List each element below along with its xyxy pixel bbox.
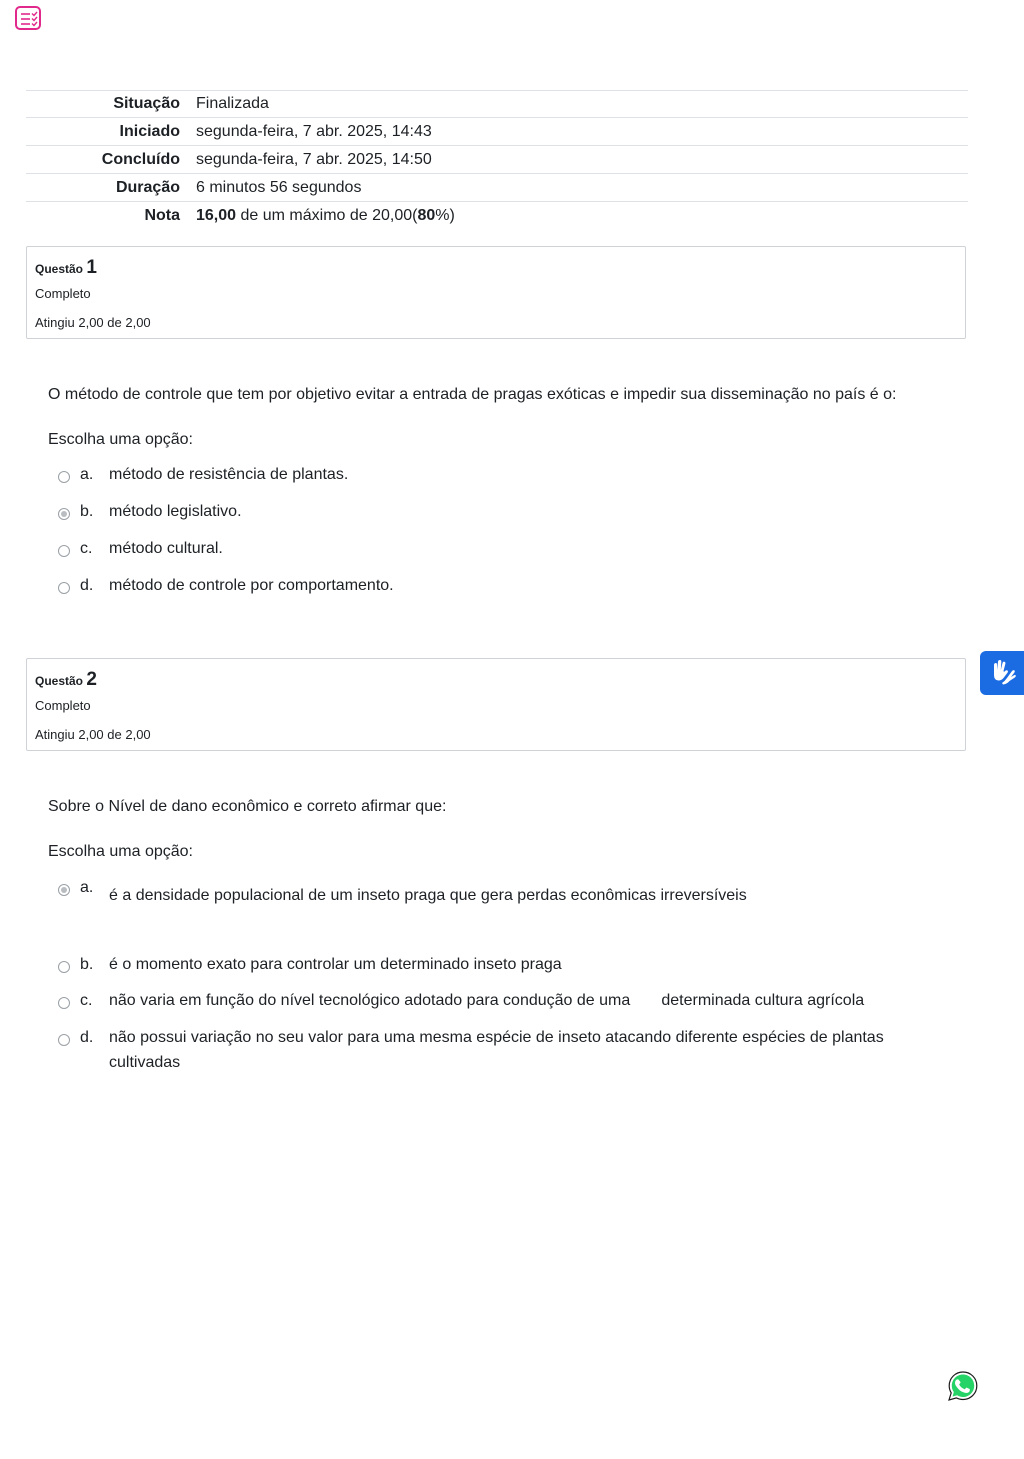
summary-value: segunda-feira, 7 abr. 2025, 14:50 (196, 150, 432, 168)
summary-row-started (26, 118, 968, 146)
radio-button[interactable] (58, 545, 70, 557)
answer-text: método de resistência de plantas. (109, 466, 349, 483)
answer-letter: a. (80, 466, 94, 483)
answer-letter: c. (80, 540, 93, 557)
radio-button[interactable] (58, 997, 70, 1009)
summary-grade-value (196, 202, 968, 230)
question-state: Completo (35, 698, 91, 713)
grade-middle: de um máximo de 20,00( (236, 206, 418, 224)
summary-value: 6 minutos 56 segundos (196, 178, 362, 196)
question-label: Questão (35, 674, 84, 688)
question-2-prompt: Escolha uma opção: (48, 843, 193, 860)
question-2-text: Sobre o Nível de dano econômico e correto afirmar que: (48, 798, 447, 815)
question-number (35, 257, 957, 279)
answer-text: não varia em função do nível tecnológico adotado para condução de uma determinada cultura agrícola (109, 992, 865, 1009)
radio-button-selected[interactable] (58, 508, 70, 520)
answer-text: método legislativo. (109, 503, 242, 520)
sign-language-icon (988, 659, 1016, 687)
radio-button[interactable] (58, 582, 70, 594)
summary-row-duration (26, 174, 968, 202)
answer-text: método de controle por comportamento. (109, 577, 394, 594)
summary-label: Nota (144, 206, 180, 224)
radio-button[interactable] (58, 471, 70, 483)
question-number-value: 2 (86, 669, 97, 690)
radio-button[interactable] (58, 961, 70, 973)
question-state: Completo (35, 286, 91, 301)
question-1-info (26, 246, 966, 339)
answer-text: é o momento exato para controlar um determinado inseto praga (109, 956, 562, 973)
question-label: Questão (35, 262, 84, 276)
radio-button-selected[interactable] (58, 884, 70, 896)
question-number (35, 669, 957, 691)
answer-letter: b. (80, 503, 94, 520)
question-2-info (26, 658, 966, 751)
whatsapp-chat-button[interactable] (947, 1370, 979, 1402)
summary-label: Situação (113, 95, 180, 112)
answer-letter: d. (80, 577, 94, 594)
answer-text: é a densidade populacional de um inseto praga que gera perdas econômicas irreversíveis (109, 887, 747, 904)
summary-value: Finalizada (196, 95, 269, 112)
summary-row-completed (26, 146, 968, 174)
question-1-text: O método de controle que tem por objetivo evitar a entrada de pragas exóticas e impedir sua disseminação no país é o: (48, 386, 897, 403)
answer-letter: d. (80, 1029, 94, 1046)
summary-label: Iniciado (119, 122, 180, 140)
question-grade: Atingiu 2,00 de 2,00 (35, 315, 151, 330)
summary-label: Duração (115, 178, 180, 196)
quiz-navigation-icon[interactable] (15, 6, 41, 30)
whatsapp-icon (947, 1370, 979, 1402)
question-1-prompt: Escolha uma opção: (48, 431, 193, 448)
question-grade: Atingiu 2,00 de 2,00 (35, 727, 151, 742)
summary-row-status (26, 91, 968, 118)
summary-row-grade (26, 202, 968, 230)
grade-suffix: %) (435, 206, 455, 224)
attempt-summary-table (26, 90, 968, 229)
vlibras-accessibility-button[interactable] (980, 651, 1024, 695)
answer-letter: a. (80, 879, 94, 896)
answer-text: método cultural. (109, 540, 223, 557)
grade-percent: 80 (417, 206, 436, 224)
question-number-value: 1 (86, 257, 97, 278)
answer-letter: b. (80, 956, 94, 973)
grade-score: 16,00 (196, 206, 237, 224)
answer-text: não possui variação no seu valor para uma mesma espécie de inseto atacando diferente espécies de plantas cultivadas (109, 1029, 884, 1071)
answer-letter: c. (80, 992, 93, 1009)
summary-label: Concluído (101, 150, 180, 168)
radio-button[interactable] (58, 1034, 70, 1046)
summary-value: segunda-feira, 7 abr. 2025, 14:43 (196, 122, 432, 140)
